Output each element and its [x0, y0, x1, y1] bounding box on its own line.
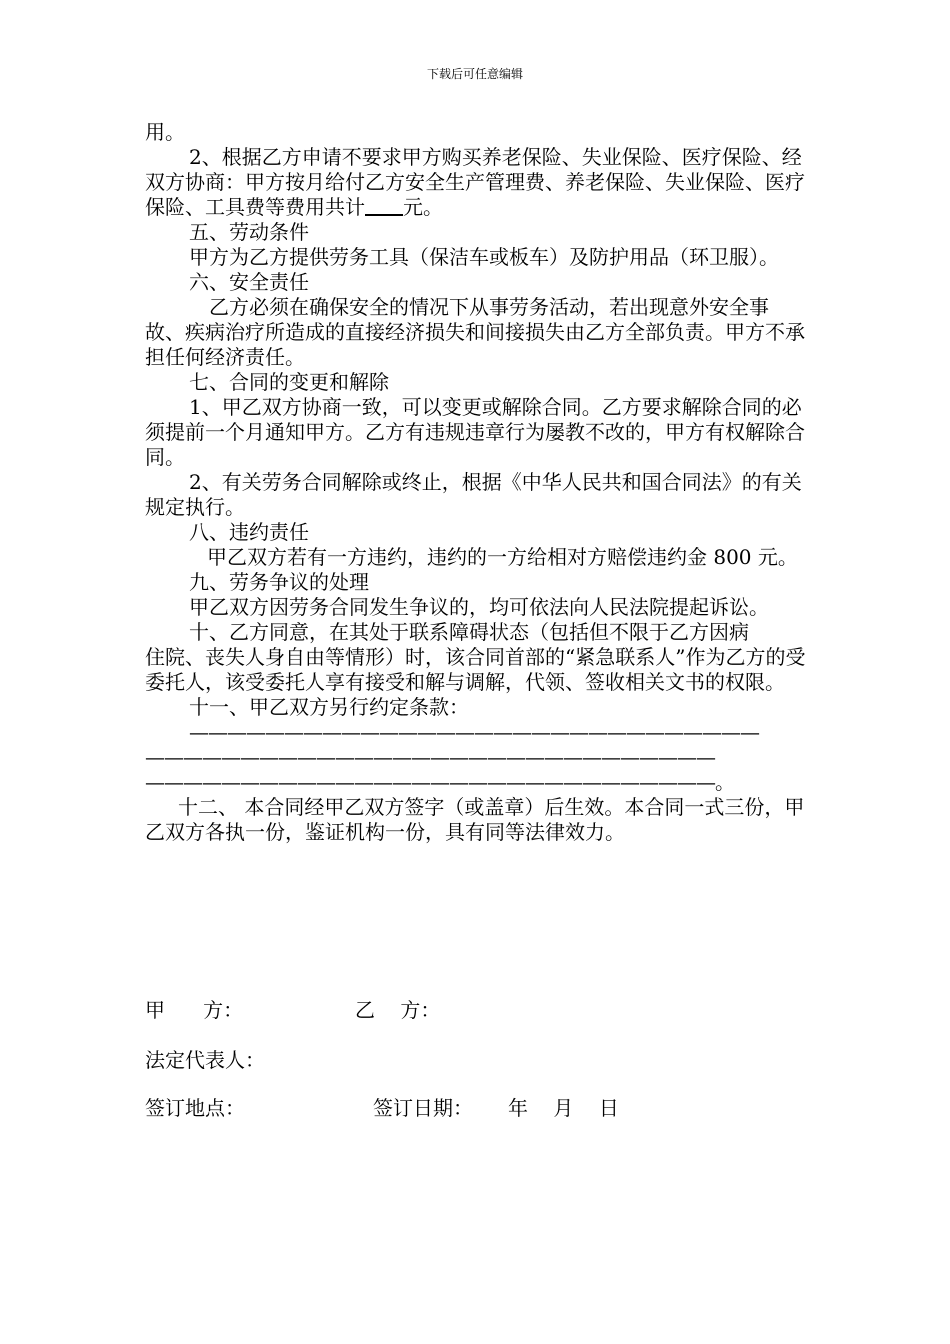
clause-breach: 甲乙双方若有一方违约，违约的一方给相对方赔偿违约金 800 元。: [207, 545, 798, 569]
section-heading: 十一、甲乙双方另行约定条款：: [189, 695, 469, 719]
party-b-label: 乙 方：: [355, 998, 441, 1022]
section-heading: 八、违约责任: [189, 520, 309, 544]
clause-insurance: [145, 145, 807, 220]
contract-body: [145, 120, 807, 845]
party-a-label: 甲 方：: [145, 998, 244, 1022]
blank-line: [145, 720, 807, 745]
clause-dispute: 甲乙双方因劳务合同发生争议的，均可依法向人民法院提起诉讼。: [189, 595, 769, 619]
section-heading: 七、合同的变更和解除: [189, 370, 389, 394]
blank-line: [145, 745, 807, 770]
section-heading: 六、安全责任: [189, 270, 309, 294]
blank-line: [145, 770, 807, 795]
clause-insurance-text: 2、根据乙方申请不要求甲方购买养老保险、失业保险、医疗保险、经双方协商：甲方按月给付乙方安全生产管理费、养老保险、失业保险、医疗保险、工具费等费用共计: [145, 145, 805, 219]
section-heading: 五、劳动条件: [189, 220, 309, 244]
clause-contact-cont: 住院、丧失人身自由等情形）时，该合同首部的“紧急联系人”作为乙方的受委托人，该受委托人享有接受和解与调解，代领、签收相关文书的权限。: [145, 645, 806, 694]
clause-change-2: 2、有关劳务合同解除或终止，根据《中华人民共和国合同法》的有关规定执行。: [145, 470, 802, 519]
signing-place-label: 签订地点：: [145, 1096, 245, 1120]
dash-line: ——————————————————————————————: [189, 720, 759, 744]
clause-effect: 十二、 本合同经甲乙双方签字（或盖章）后生效。本合同一式三份，甲乙双方各执一份，鉴证机构一份，具有同等法律效力。: [145, 795, 805, 844]
amount-blank: [365, 196, 403, 216]
signing-date-label: 签订日期：: [373, 1096, 473, 1120]
amount-unit: 元。: [403, 195, 443, 219]
text-line: 用。: [145, 120, 185, 144]
legal-representative-label: 法定代表人：: [145, 1048, 265, 1072]
clause-contact-start: 十、乙方同意，在其处于联系障碍状态（包括但不限于乙方因病: [189, 620, 749, 644]
clause-safety: 乙方必须在确保安全的情况下从事劳务活动，若出现意外安全事故、疾病治疗所造成的直接经济损失和间接损失由乙方全部负责。甲方不承担任何经济责任。: [145, 295, 805, 369]
dash-end: 。: [715, 770, 734, 794]
clause-labor-conditions: 甲方为乙方提供劳务工具（保洁车或板车）及防护用品（环卫服）。: [189, 245, 779, 269]
section-heading: 九、劳务争议的处理: [189, 570, 369, 594]
page-header: 下载后可任意编辑: [426, 67, 523, 81]
dash-line: ——————————————————————————————: [145, 745, 715, 769]
dash-line: ——————————————————————————————: [145, 770, 715, 794]
signing-date-fields: 年 月 日: [508, 1096, 619, 1120]
clause-change-1: 1、甲乙双方协商一致，可以变更或解除合同。乙方要求解除合同的必须提前一个月通知甲方。乙方有违规违章行为屡教不改的，甲方有权解除合同。: [145, 395, 805, 469]
